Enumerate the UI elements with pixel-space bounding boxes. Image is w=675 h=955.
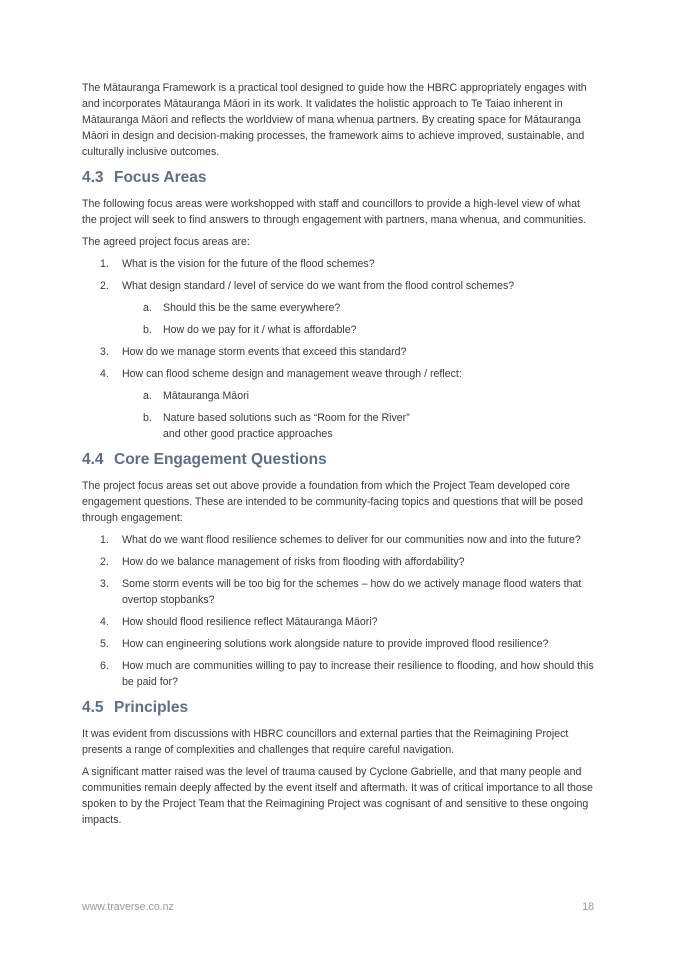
list-item: 4. How should flood resilience reflect Mātauranga Māori? [100, 616, 378, 628]
sub-list-item: a. Should this be the same everywhere? [143, 302, 341, 314]
page-number: 18 [582, 901, 594, 913]
section-heading-4-5 [82, 698, 594, 718]
engagement-questions-list [82, 532, 594, 690]
section-title: Focus Areas [114, 169, 207, 186]
document-page [82, 80, 594, 834]
focus-areas-list [82, 256, 594, 442]
section-title: Core Engagement Questions [114, 451, 327, 468]
paragraph: The agreed project focus areas are: [82, 236, 250, 248]
section-number: 4.3 [82, 169, 104, 186]
paragraph: The project focus areas set out above provide a foundation from which the Project Team developed core engagement questions. These are intended to be community-facing topics and questions that will be posed through engagement: [82, 480, 583, 524]
list-item: 2. How do we balance management of risks from flooding with affordability? [100, 556, 465, 568]
list-item: 1. What do we want flood resilience schemes to deliver for our communities now and into the future? [100, 534, 581, 546]
sub-list-item: b. How do we pay for it / what is affordable? [143, 324, 357, 336]
list-item: 2. What design standard / level of service do we want from the flood control schemes? [100, 280, 515, 292]
section-number: 4.4 [82, 451, 104, 468]
list-item: 4. How can flood scheme design and management weave through / reflect: [100, 368, 462, 380]
section-number: 4.5 [82, 699, 104, 716]
sub-list-item: a. Mātauranga Māori [143, 390, 249, 402]
list-item: 3. How do we manage storm events that exceed this standard? [100, 346, 407, 358]
section-heading-4-3 [82, 168, 594, 188]
page-footer [82, 901, 594, 913]
list-item: 3. Some storm events will be too big for the schemes – how do we actively manage flood waters that overtop stopbanks? [100, 578, 582, 606]
paragraph: A significant matter raised was the level of trauma caused by Cyclone Gabrielle, and that many people and communities remain deeply affected by the event itself and aftermath. It was of critical importance to all those spoken to by the Project Team that the Reimagining Project was cognisant of and sensitive to these ongoing impacts. [82, 766, 593, 826]
paragraph: The following focus areas were workshopped with staff and councillors to provide a high-level view of what the project will seek to find answers to through engagement with partners, mana whenua, and communities. [82, 198, 587, 226]
footer-website-link[interactable]: www.traverse.co.nz [82, 901, 174, 913]
intro-paragraph: The Mātauranga Framework is a practical tool designed to guide how the HBRC appropriately engages with and incorporates Mātauranga Māori in its work. It validates the holistic approach to Te Taiao inherent in Mātauranga Māori and reflects the worldview of mana whenua partners. By creating space for Mātauranga Māori in design and decision-making processes, the framework aims to achieve improved, sustainable, and culturally inclusive outcomes. [82, 82, 587, 158]
list-item: 6. How much are communities willing to pay to increase their resilience to flooding, and how should this be paid for? [100, 660, 594, 688]
list-item: 1. What is the vision for the future of the flood schemes? [100, 258, 375, 270]
section-heading-4-4 [82, 450, 594, 470]
sub-list-item: b. Nature based solutions such as “Room for the River” and other good practice approaches [143, 412, 410, 440]
section-title: Principles [114, 699, 189, 716]
list-item: 5. How can engineering solutions work alongside nature to provide improved flood resilience? [100, 638, 549, 650]
paragraph: It was evident from discussions with HBRC councillors and external parties that the Reimagining Project presents a range of complexities and challenges that require careful navigation. [82, 728, 569, 756]
